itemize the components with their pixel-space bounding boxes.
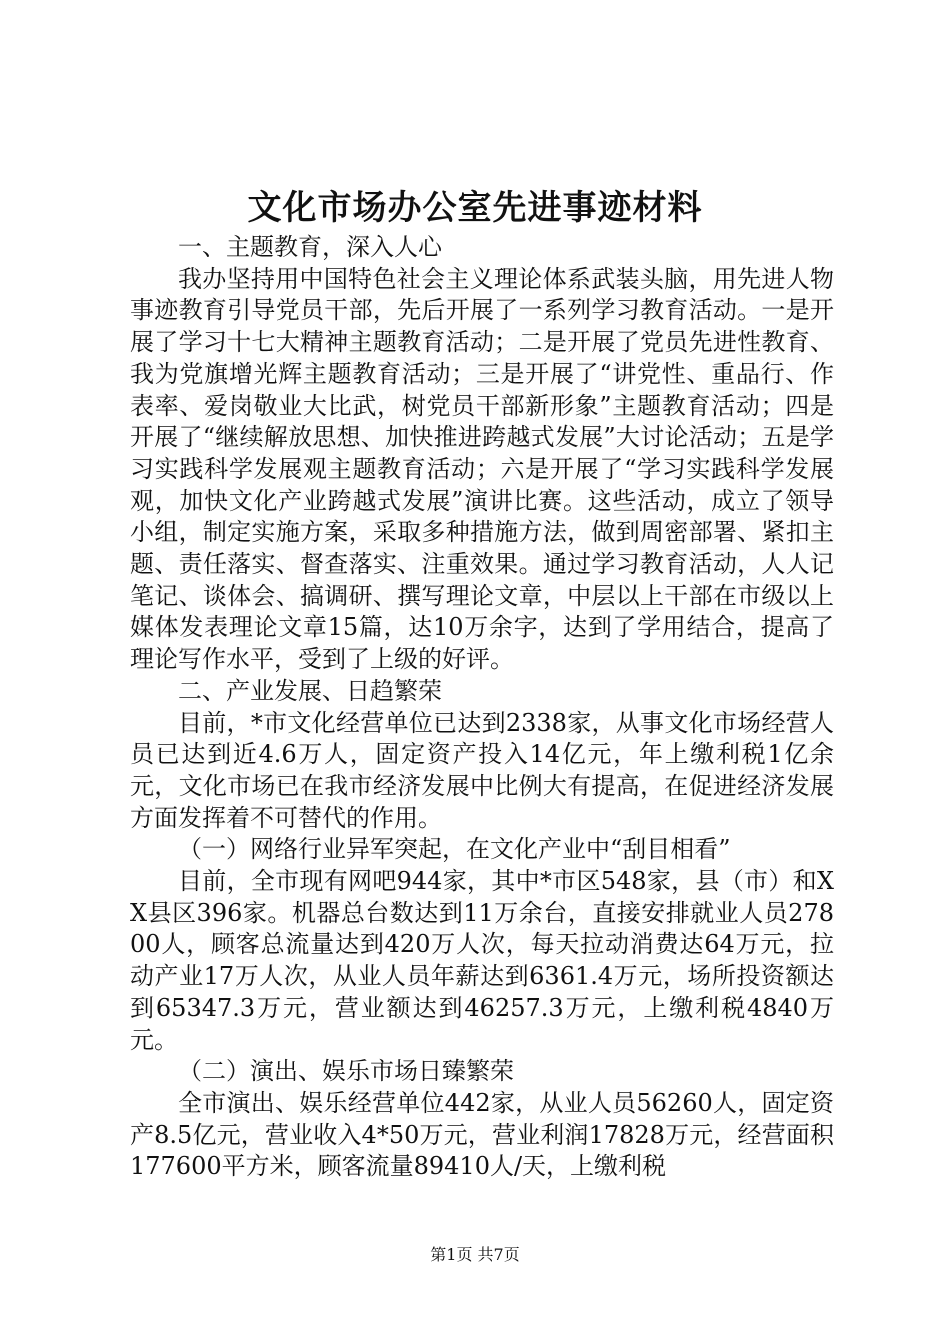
document-body (130, 232, 834, 1183)
subsection-heading-performance-entertainment: （二）演出、娱乐市场日臻繁荣 (178, 1057, 514, 1086)
section-heading-theme-education: 一、主题教育，深入人心 (178, 233, 442, 261)
subsection-heading-network-industry: （一）网络行业异军突起，在文化产业中“刮目相看” (178, 835, 731, 864)
page-indicator: 第1页 共7页 (430, 1245, 520, 1264)
paragraph-theme-education: 我办坚持用中国特色社会主义理论体系武装头脑，用先进人物事迹教育引导党员干部，先后开展了一系列学习教育活动。一是开展了学习十七大精神主题教育活动；二是开展了党员先进性教育、我为党旗增光辉主题教育活动；三是开展了“讲党性、重品行、作表率、爱岗敬业大比武，树党员干部新形象”主题教育活动；四是开展了“继续解放思想、加快推进跨越式发展”大讨论活动；五是学习实践科学发展观主题教育活动；六是开展了“学习实践科学发展观，加快文化产业跨越式发展”演讲比赛。这些活动，成立了领导小组，制定实施方案，采取多种措施方法，做到周密部署、紧扣主题、责任落实、督查落实、注重效果。通过学习教育活动，人人记笔记、谈体会、搞调研、撰写理论文章，中层以上干部在市级以上媒体发表理论文章15篇，达10万余字，达到了学用结合，提高了理论写作水平，受到了上级的好评。 (130, 264, 834, 674)
paragraph-performance-entertainment: 全市演出、娱乐经营单位442家，从业人员56260人，固定资产8.5亿元，营业收入4*50万元，营业利润17828万元，经营面积177600平方米，顾客流量89410人/天，上缴利税 (130, 1088, 834, 1181)
paragraph-network-industry: 目前，全市现有网吧944家，其中*市区548家，县（市）和XX县区396家。机器总台数达到11万余台，直接安排就业人员27800人，顾客总流量达到420万人次，每天拉动消费达64万元，拉动产业17万人次，从业人员年薪达到6361.4万元，场所投资额达到65347.3万元，营业额达到46257.3万元，上缴利税4840万元。 (130, 867, 834, 1054)
section-heading-industry-development: 二、产业发展、日趋繁荣 (178, 676, 442, 705)
document-title: 文化市场办公室先进事迹材料 (247, 188, 703, 228)
paragraph-industry-development: 目前，*市文化经营单位已达到2338家，从事文化市场经营人员已达到近4.6万人，固定资产投入14亿元，年上缴利税1亿余元，文化市场已在我市经济发展中比例大有提高，在促进经济发展方面发挥着不可替代的作用。 (130, 708, 834, 832)
